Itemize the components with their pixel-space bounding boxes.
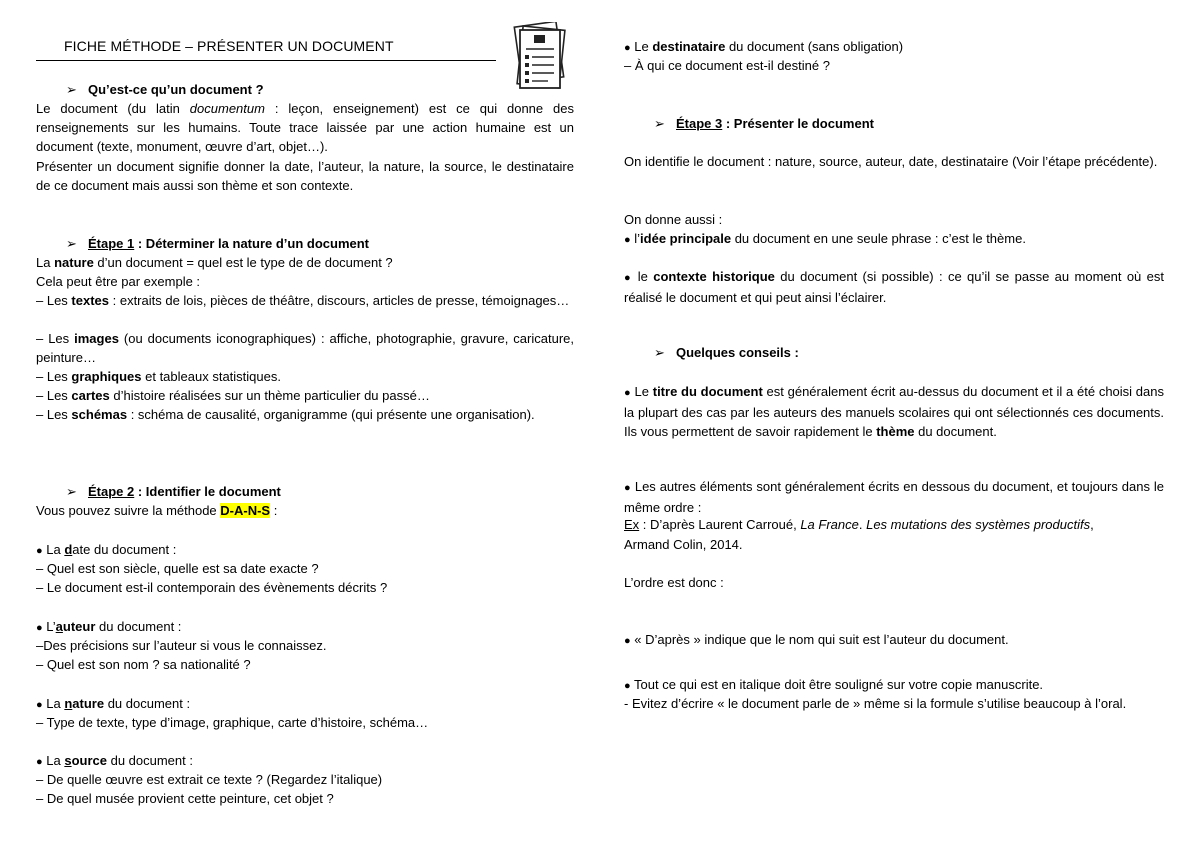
date-a: La — [42, 542, 65, 557]
date-question-1: – Quel est son siècle, quelle est sa date exacte ? — [36, 561, 319, 576]
t3-text: « D’après » indique que le nom qui suit est l’auteur du document. — [630, 632, 1009, 647]
tip-other-elements — [624, 477, 1164, 517]
step1-item-maps — [36, 386, 430, 405]
step1-i4-bold: cartes — [71, 388, 110, 403]
step1-i5-bold: schémas — [71, 407, 128, 422]
step2-heading-text: : Identifier le document — [134, 484, 281, 499]
step1-label: Étape 1 — [88, 236, 135, 251]
t1-c: est généralement écrit au-dessus du document et il a été choisi dans la plupart des cas par les auteurs des manuels scolaires qui ont sélectionnés ces documents. Ils vous permettent de savoir rapidement le — [624, 384, 1164, 439]
example-line-1 — [624, 515, 1094, 534]
source-question-2: – De quel musée provient cette peinture, cet objet ? — [36, 791, 334, 806]
aut-a: L’ — [42, 619, 56, 634]
example-line-2: Armand Colin, 2014. — [624, 537, 743, 552]
step1-i4-a: – Les — [36, 388, 72, 403]
idea-b: idée principale — [640, 231, 732, 246]
t2-text: Les autres éléments sont généralement écrits en dessous du document, et toujours dans le même ordre : — [624, 479, 1164, 515]
arrow-icon: ➢ — [66, 236, 77, 251]
t1-e: du document. — [914, 424, 997, 439]
intro-heading — [66, 80, 264, 99]
step1-item-schemas — [36, 405, 574, 424]
step3-heading-text: : Présenter le document — [722, 116, 874, 131]
bullet-icon: ● — [36, 545, 43, 557]
intro-p1-italic: documentum — [189, 101, 265, 116]
tip-italic — [624, 675, 1043, 696]
bullet-icon: ● — [624, 680, 631, 692]
nat-a: La — [42, 696, 65, 711]
page-title: FICHE MÉTHODE – PRÉSENTER UN DOCUMENT — [64, 38, 394, 54]
nature-question-1: – Type de texte, type d’image, graphique, carte d’histoire, schéma… — [36, 715, 429, 730]
intro-p1-text: Le document (du latin — [36, 101, 190, 116]
step1-l1-b: d’un document = quel est le type de de document ? — [93, 255, 393, 270]
intro-paragraph-1 — [36, 99, 574, 156]
source-heading — [36, 751, 193, 772]
step1-i4-b: d’histoire réalisées sur un thème particulier du passé… — [109, 388, 430, 403]
step1-i2-a: – Les — [36, 331, 75, 346]
step1-i5-b: : schéma de causalité, organigramme (qui présente une organisation). — [127, 407, 535, 422]
order-line: L’ordre est donc : — [624, 575, 724, 590]
step3-heading — [654, 114, 874, 133]
step1-heading-text: : Déterminer la nature d’un document — [134, 236, 370, 251]
step1-i2-bold: images — [74, 331, 119, 346]
step1-l1-bold: nature — [54, 255, 94, 270]
step1-l1-a: La — [36, 255, 55, 270]
date-b: ate du document : — [72, 542, 177, 557]
step3-context — [624, 267, 1164, 307]
intro-heading-text: Qu’est-ce qu’un document ? — [88, 82, 264, 97]
tips-heading — [654, 343, 799, 362]
bullet-icon: ● — [36, 622, 43, 634]
src-c: du document : — [106, 753, 193, 768]
bullet-icon: ● — [624, 42, 631, 54]
bullet-icon: ● — [36, 699, 43, 711]
step1-i3-bold: graphiques — [71, 369, 142, 384]
nat-b: ature — [72, 696, 105, 711]
arrow-icon: ➢ — [654, 345, 665, 360]
author-question-1: –Des précisions sur l’auteur si vous le connaissez. — [36, 638, 327, 653]
t1-a: Le — [630, 384, 653, 399]
title-underline — [36, 60, 496, 61]
ctx-b: contexte historique — [653, 269, 775, 284]
date-question-2: – Le document est-il contemporain des évènements décrits ? — [36, 580, 388, 595]
src-letter: s — [64, 753, 72, 768]
step1-heading — [66, 234, 369, 253]
step1-item-texts — [36, 291, 574, 310]
dest-c: du document (sans obligation) — [725, 39, 904, 54]
step2-intro-text: Vous pouvez suivre la méthode — [36, 503, 221, 518]
intro-paragraph-2: Présenter un document signifie donner la date, l’auteur, la nature, la source, le destinataire de ce document mais aussi son thème et son contexte. — [36, 159, 574, 193]
step1-item-images — [36, 329, 574, 367]
date-letter: d — [64, 542, 73, 557]
t4-text: Tout ce qui est en italique doit être souligné sur votre copie manuscrite. — [630, 677, 1044, 692]
step3-paragraph-1: On identifie le document : nature, source, auteur, date, destinataire (Voir l’étape précédente). — [624, 154, 1158, 169]
tip-dapres — [624, 630, 1009, 651]
tip-title — [624, 382, 1164, 441]
recipient-heading — [624, 37, 903, 58]
aut-b: uteur — [62, 619, 96, 634]
step1-i1-b: : extraits de lois, pièces de théâtre, discours, articles de presse, témoignages… — [109, 293, 570, 308]
ex-c: , — [1090, 517, 1094, 532]
step1-i1-bold: textes — [71, 293, 109, 308]
aut-letter: a — [55, 619, 63, 634]
t1-b: titre du document — [652, 384, 763, 399]
bullet-icon: ● — [36, 756, 43, 768]
ctx-a: le — [632, 269, 654, 284]
step2-label: Étape 2 — [88, 484, 135, 499]
idea-a: l’ — [630, 231, 641, 246]
tips-heading-text: Quelques conseils : — [676, 345, 799, 360]
step1-i2-b: (ou documents iconographiques) : affiche, photographie, gravure, caricature, peinture… — [36, 331, 574, 365]
bullet-icon: ● — [624, 272, 633, 284]
author-question-2: – Quel est son nom ? sa nationalité ? — [36, 657, 251, 672]
dest-a: Le — [630, 39, 653, 54]
nat-letter: n — [64, 696, 73, 711]
method-highlight: D-A-N-S — [220, 503, 271, 518]
ex-a: : D’après Laurent Carroué, — [639, 517, 801, 532]
step3-main-idea — [624, 229, 1026, 250]
ex-italic-2: Les mutations des systèmes productifs — [866, 517, 1091, 532]
t1-d: thème — [876, 424, 915, 439]
step1-i5-a: – Les — [36, 407, 72, 422]
step1-line-1 — [36, 253, 393, 272]
intro-p1-text-2: : leçon, enseignement) est ce qui donne des renseignements sur les humains. Toute trace laissée par une action humaine est un document (texte, monument, œuvre d’art, objet…). — [36, 101, 574, 154]
aut-c: du document : — [95, 619, 182, 634]
arrow-icon: ➢ — [66, 82, 77, 97]
step2-intro — [36, 501, 277, 520]
step1-item-graphs — [36, 367, 281, 386]
step1-i3-a: – Les — [36, 369, 72, 384]
recipient-question-1: – À qui ce document est-il destiné ? — [624, 58, 830, 73]
src-b: ource — [71, 753, 107, 768]
example-label: Ex — [624, 517, 640, 532]
arrow-icon: ➢ — [66, 484, 77, 499]
step2-colon: : — [270, 503, 278, 518]
bullet-icon: ● — [624, 482, 631, 494]
step1-i3-b: et tableaux statistiques. — [141, 369, 281, 384]
step3-label: Étape 3 — [676, 116, 723, 131]
bullet-icon: ● — [624, 387, 631, 399]
date-heading — [36, 540, 176, 561]
step1-line-2: Cela peut être par exemple : — [36, 274, 201, 289]
idea-c: du document en une seule phrase : c’est le thème. — [731, 231, 1026, 246]
bullet-icon: ● — [624, 234, 631, 246]
bullet-icon: ● — [624, 635, 631, 647]
arrow-icon: ➢ — [654, 116, 665, 131]
tip-avoid: - Evitez d’écrire « le document parle de » même si la formule s’utilise beaucoup à l’oral. — [624, 696, 1127, 711]
nat-c: du document : — [104, 696, 191, 711]
ctx-c: du document (si possible) : ce qu’il se passe au moment où est réalisé le document et qui peut ainsi l’éclairer. — [624, 269, 1164, 305]
author-heading — [36, 617, 181, 638]
source-question-1: – De quelle œuvre est extrait ce texte ? (Regardez l’italique) — [36, 772, 383, 787]
document-icon — [508, 22, 570, 92]
ex-b: . — [858, 517, 867, 532]
step1-i1-a: – Les — [36, 293, 72, 308]
src-a: La — [42, 753, 65, 768]
nature-heading — [36, 694, 190, 715]
step3-paragraph-2: On donne aussi : — [624, 212, 723, 227]
dest-b: destinataire — [652, 39, 726, 54]
step2-heading — [66, 482, 281, 501]
ex-italic-1: La France — [800, 517, 859, 532]
